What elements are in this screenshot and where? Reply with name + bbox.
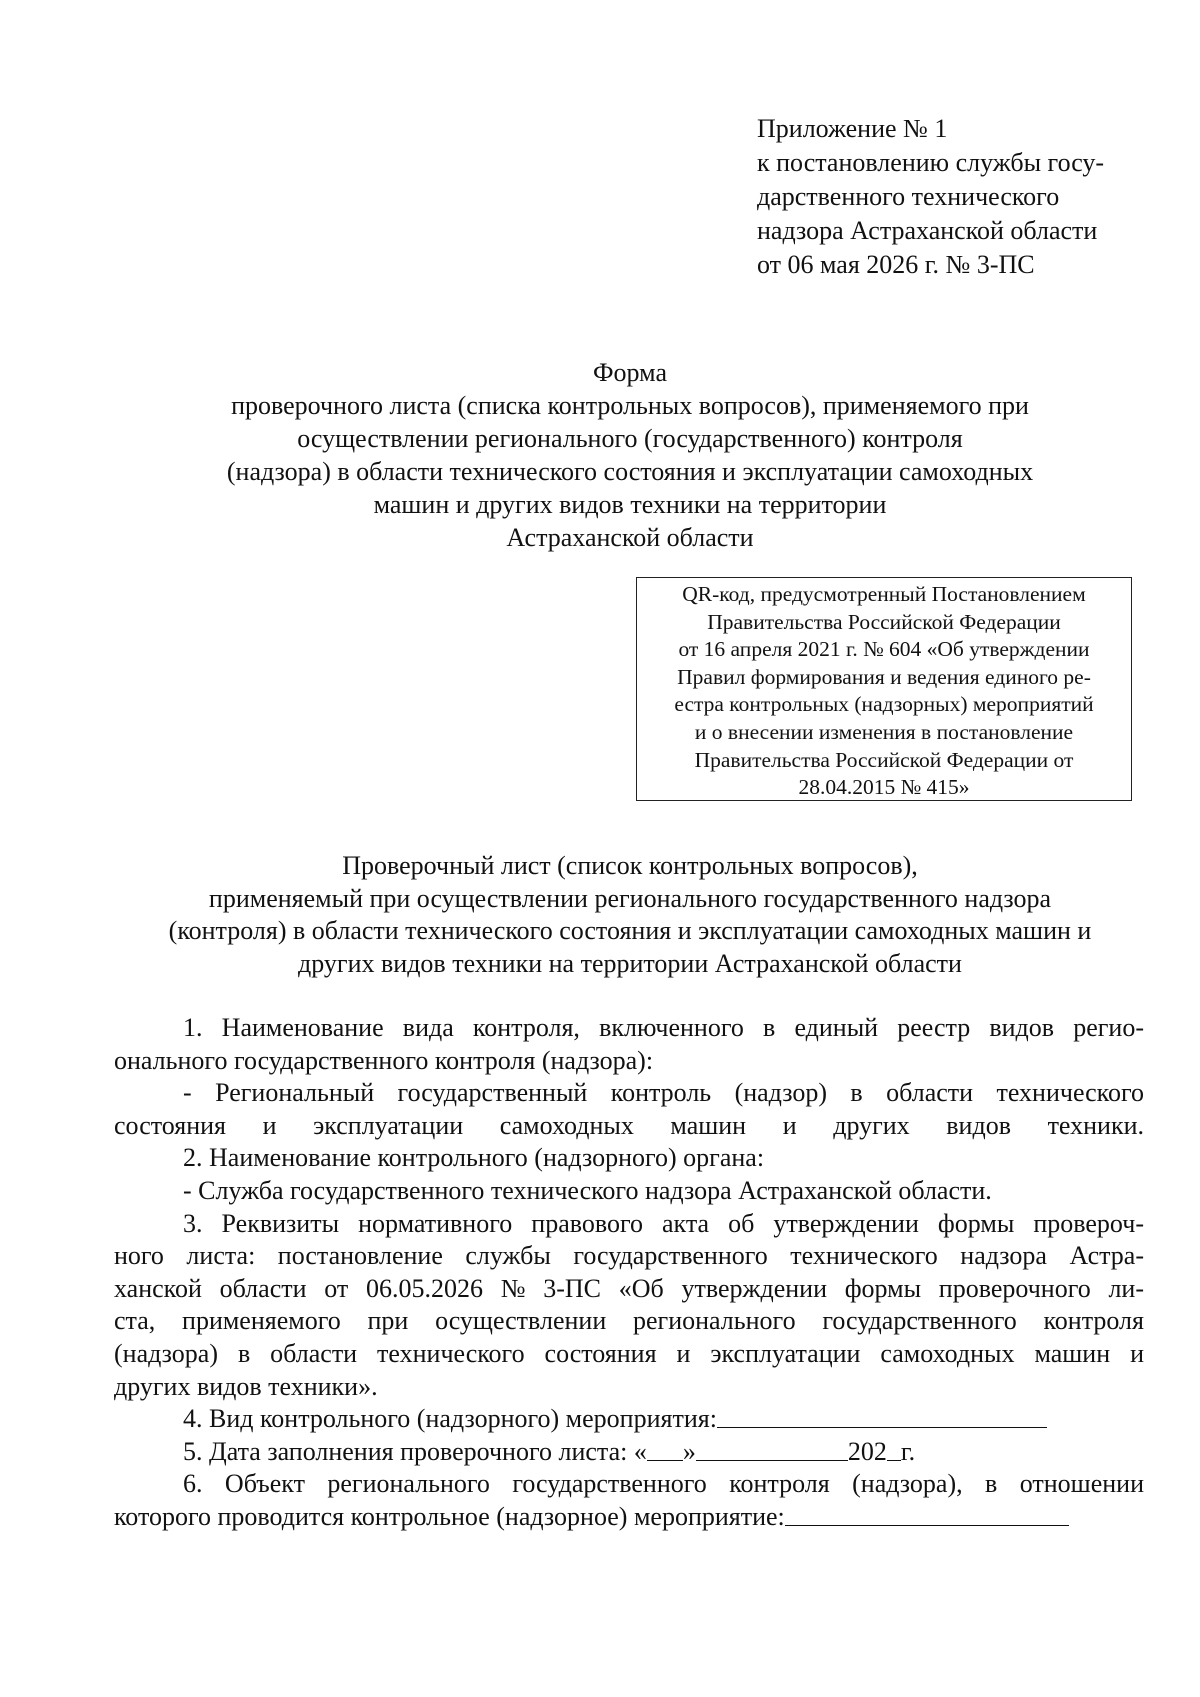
checklist-title-line: Проверочный лист (список контрольных вопросов), [342, 851, 918, 880]
item-3-text: (надзора) в области технического состояния и эксплуатации самоходных машин и [114, 1338, 1144, 1368]
item-1-line [114, 1045, 1144, 1078]
item-3-line [114, 1371, 1144, 1404]
item-6-line [114, 1468, 1144, 1501]
item-6-line [114, 1501, 1144, 1534]
item-5-line [114, 1436, 1144, 1469]
item-2-answer: - Служба государственного технического надзора Астраханской области. [183, 1175, 992, 1205]
item-1-answer: - Региональный государственный контроль (надзор) в области технического [183, 1078, 1144, 1108]
item-6-text: которого проводится контрольное (надзорное) мероприятие: [114, 1501, 785, 1531]
control-object-field[interactable] [785, 1501, 1069, 1526]
appendix-line: Приложение № 1 [757, 114, 948, 143]
control-event-type-field[interactable] [717, 1403, 1047, 1428]
qr-box-line: Правительства Российской Федерации [707, 609, 1061, 634]
item-5-text: 5. Дата заполнения проверочного листа: « [183, 1436, 647, 1466]
item-1-line [114, 1012, 1144, 1045]
item-1-text: 1. Наименование вида контроля, включенного в единый реестр видов регио- [183, 1013, 1144, 1042]
checklist-title [100, 850, 1160, 980]
item-2-line [114, 1142, 1144, 1175]
checklist-body [114, 1012, 1144, 1534]
date-day-field[interactable] [647, 1436, 683, 1461]
item-1-answer-line [114, 1110, 1144, 1143]
item-3-line [114, 1338, 1144, 1371]
appendix-line: надзора Астраханской области [757, 216, 1098, 245]
item-5-quote: » [682, 1436, 696, 1466]
form-title-line: машин и других видов техники на территории [373, 490, 887, 519]
item-3-line [114, 1240, 1144, 1273]
item-5-year: 202 [847, 1436, 887, 1466]
qr-box-line: и о внесении изменения в постановление [694, 719, 1074, 744]
form-title-line: Астраханской области [506, 523, 754, 552]
date-year-digit-field[interactable] [887, 1436, 901, 1461]
item-3-line [114, 1208, 1144, 1241]
item-5-suffix: г. [900, 1436, 916, 1466]
qr-box-line: 28.04.2015 № 415» [798, 775, 970, 800]
checklist-title-line: применяемый при осуществлении регионального государственного надзора [208, 883, 1052, 913]
item-3-text: других видов техники». [114, 1371, 378, 1401]
item-2-answer-line [114, 1175, 1144, 1208]
item-1-answer: состояния и эксплуатации самоходных машин и других видов техники. [114, 1110, 1144, 1140]
item-3-line [114, 1305, 1144, 1338]
item-1-answer-line [114, 1077, 1144, 1110]
item-4-text: 4. Вид контрольного (надзорного) мероприятия: [183, 1404, 717, 1434]
qr-box-line: естра контрольных (надзорных) мероприятий [674, 692, 1094, 717]
date-month-field[interactable] [696, 1436, 848, 1461]
checklist-title-line: других видов техники на территории Астраханской области [298, 948, 962, 978]
item-3-text: ного листа: постановление службы государственного технического надзора Астра- [114, 1241, 1144, 1271]
qr-code-box [636, 577, 1132, 801]
item-3-line [114, 1273, 1144, 1306]
item-3-text: ста, применяемого при осуществлении регионального государственного контроля [114, 1306, 1144, 1336]
item-3-text: 3. Реквизиты нормативного правового акта об утверждении формы провероч- [183, 1208, 1144, 1238]
item-1-text: онального государственного контроля (надзора): [114, 1045, 654, 1075]
appendix-line: дарственного технического [757, 182, 1060, 211]
item-6-text: 6. Объект регионального государственного контроля (надзора), в отношении [183, 1469, 1144, 1499]
item-2-text: 2. Наименование контрольного (надзорного) органа: [183, 1143, 765, 1173]
form-title-line: Форма [593, 358, 667, 387]
form-title-line: осуществлении регионального (государственного) контроля [297, 424, 963, 453]
qr-box-line: Правил формирования и ведения единого ре- [677, 664, 1091, 689]
appendix-header [757, 112, 1157, 282]
item-3-text: ханской области от 06.05.2026 № 3-ПС «Об утверждении формы проверочного ли- [114, 1273, 1144, 1303]
form-title-line: (надзора) в области технического состояния и эксплуатации самоходных [226, 457, 1034, 486]
form-title-line: проверочного листа (списка контрольных вопросов), применяемого при [231, 391, 1029, 420]
form-title [120, 356, 1140, 554]
qr-box-line: QR-код, предусмотренный Постановлением [682, 582, 1086, 606]
checklist-title-line: (контроля) в области технического состояния и эксплуатации самоходных машин и [168, 916, 1092, 945]
qr-box-line: Правительства Российской Федерации от [694, 747, 1074, 772]
appendix-line: от 06 мая 2026 г. № 3-ПС [757, 250, 1035, 279]
appendix-line: к постановлению службы госу- [757, 148, 1105, 177]
qr-box-line: от 16 апреля 2021 г. № 604 «Об утверждении [678, 637, 1090, 662]
item-4-line [114, 1403, 1144, 1436]
